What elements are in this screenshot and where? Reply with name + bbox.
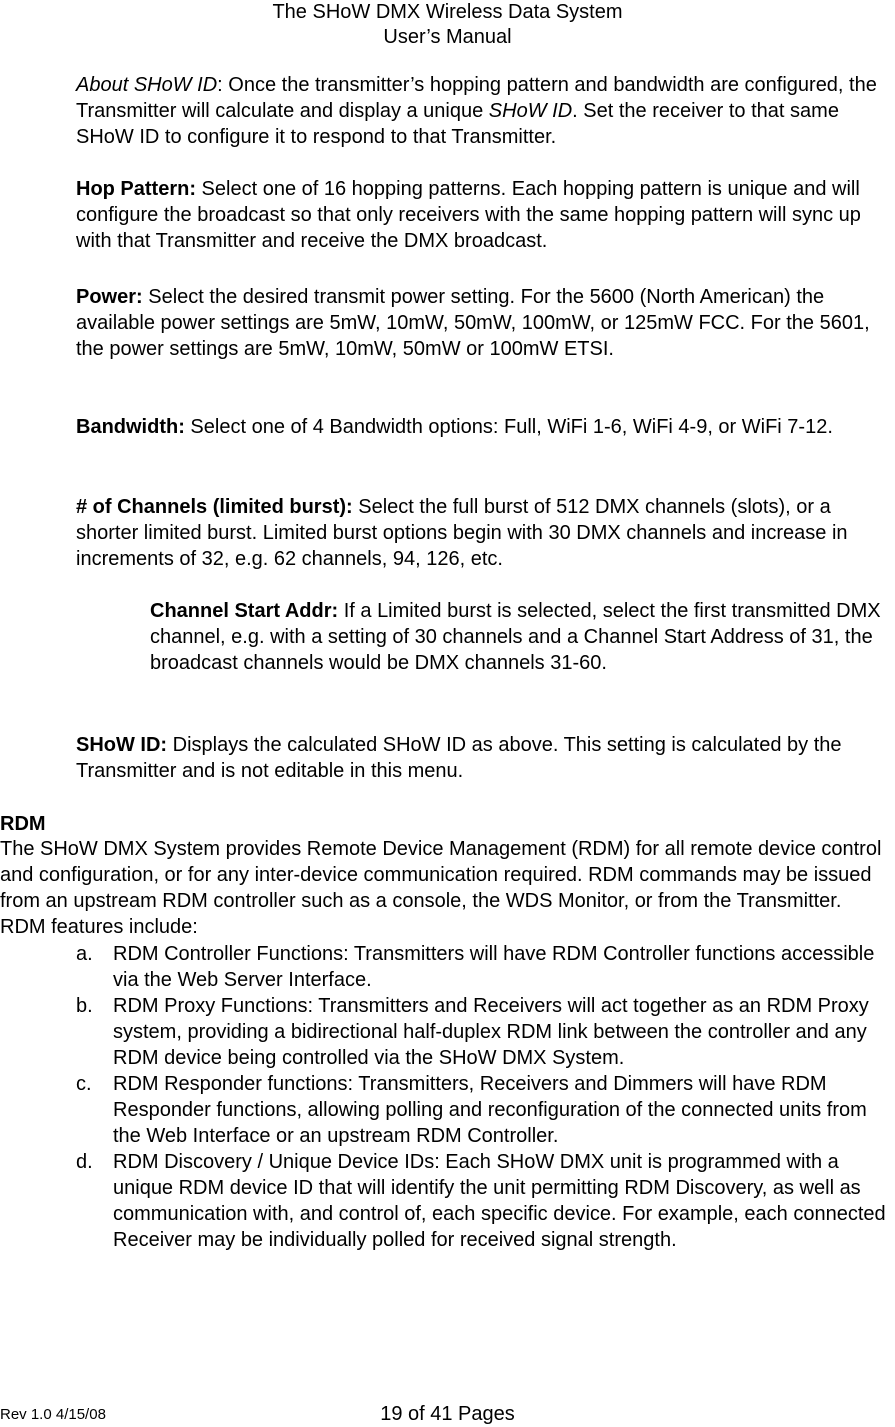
hop-pattern-label: Hop Pattern:	[76, 178, 196, 200]
hop-pattern-paragraph	[76, 176, 891, 254]
show-id-label: SHoW ID:	[76, 734, 168, 756]
rdm-heading: RDM	[0, 813, 46, 835]
list-marker: d.	[76, 1151, 93, 1173]
list-item-text: RDM Discovery / Unique Device IDs: Each SHoW DMX unit is programmed with a unique RDM device ID that will identify the unit permitting RDM Discovery, as well as communication with, and control of, each specific device. For example, each connected Receiver may be individually polled for received signal strength.	[113, 1151, 886, 1251]
rdm-intro: The SHoW DMX System provides Remote Device Management (RDM) for all remote device control and configuration, or for any inter-device communication required. RDM commands may be issued from an upstream RDM controller such as a console, the WDS Monitor, or from the Transmitter. RDM features include:	[0, 838, 882, 938]
list-item	[76, 941, 891, 993]
power-text: Select the desired transmit power setting. For the 5600 (North American) the available power settings are 5mW, 10mW, 50mW, 100mW, or 125mW FCC. For the 5601, the power settings are 5mW, 10mW, 50mW or 100mW ETSI.	[76, 286, 870, 360]
list-item	[76, 1071, 891, 1149]
about-show-id-text: : Once the transmitter’s hopping pattern and bandwidth are configured, the Transmitter will calculate and display a unique	[76, 74, 877, 122]
list-item-text: RDM Responder functions: Transmitters, Receivers and Dimmers will have RDM Responder functions, allowing polling and reconfiguration of the connected units from the Web Interface or an upstream RDM Controller.	[113, 1073, 867, 1147]
list-marker: c.	[76, 1073, 92, 1095]
bandwidth-label: Bandwidth:	[76, 416, 185, 438]
about-show-id-emphasis: SHoW ID	[488, 100, 573, 122]
about-show-id-label: About SHoW ID	[76, 74, 218, 96]
rdm-feature-list	[76, 941, 891, 1253]
bandwidth-paragraph	[76, 414, 891, 440]
list-item-text: RDM Proxy Functions: Transmitters and Receivers will act together as an RDM Proxy system, providing a bidirectional half-duplex RDM link between the controller and any RDM device being controlled via the SHoW DMX System.	[113, 995, 869, 1069]
channels-paragraph	[76, 494, 891, 572]
list-marker: b.	[76, 995, 93, 1017]
power-paragraph	[76, 284, 891, 362]
footer-revision: Rev 1.0 4/15/08	[0, 1406, 106, 1423]
list-item	[76, 993, 891, 1071]
header-title: The SHoW DMX Wireless Data System	[272, 1, 623, 23]
page-header	[0, 0, 895, 50]
header-subtitle: User’s Manual	[383, 26, 512, 48]
hop-pattern-text: Select one of 16 hopping patterns. Each hopping pattern is unique and will configure the broadcast so that only receivers with the same hopping pattern will sync up with that Transmitter and receive the DMX broadcast.	[76, 178, 861, 252]
list-item-text: RDM Controller Functions: Transmitters will have RDM Controller functions accessible via the Web Server Interface.	[113, 943, 875, 991]
bandwidth-text: Select one of 4 Bandwidth options: Full, WiFi 1-6, WiFi 4-9, or WiFi 7-12.	[184, 416, 833, 438]
channel-start-addr-label: Channel Start Addr:	[150, 600, 339, 622]
show-id-paragraph	[76, 732, 891, 784]
channels-text: Select the full burst of 512 DMX channels (slots), or a shorter limited burst. Limited burst options begin with 30 DMX channels and increase in increments of 32, e.g. 62 channels, 94, 126, etc.	[76, 496, 848, 570]
about-show-id-paragraph	[76, 72, 891, 150]
show-id-text: Displays the calculated SHoW ID as above. This setting is calculated by the Transmitter and is not editable in this menu.	[76, 734, 842, 782]
channel-start-addr-paragraph	[150, 598, 890, 676]
channel-start-addr-text: If a Limited burst is selected, select the first transmitted DMX channel, e.g. with a setting of 30 channels and a Channel Start Address of 31, the broadcast channels would be DMX channels 31-60.	[150, 600, 881, 674]
about-show-id-text-end: . Set the receiver to that same SHoW ID to configure it to respond to that Transmitter.	[76, 100, 839, 148]
list-item	[76, 1149, 891, 1253]
channels-label: # of Channels (limited burst):	[76, 496, 353, 518]
power-label: Power:	[76, 286, 143, 308]
footer-page-number: 19 of 41 Pages	[380, 1403, 515, 1425]
list-marker: a.	[76, 943, 93, 965]
